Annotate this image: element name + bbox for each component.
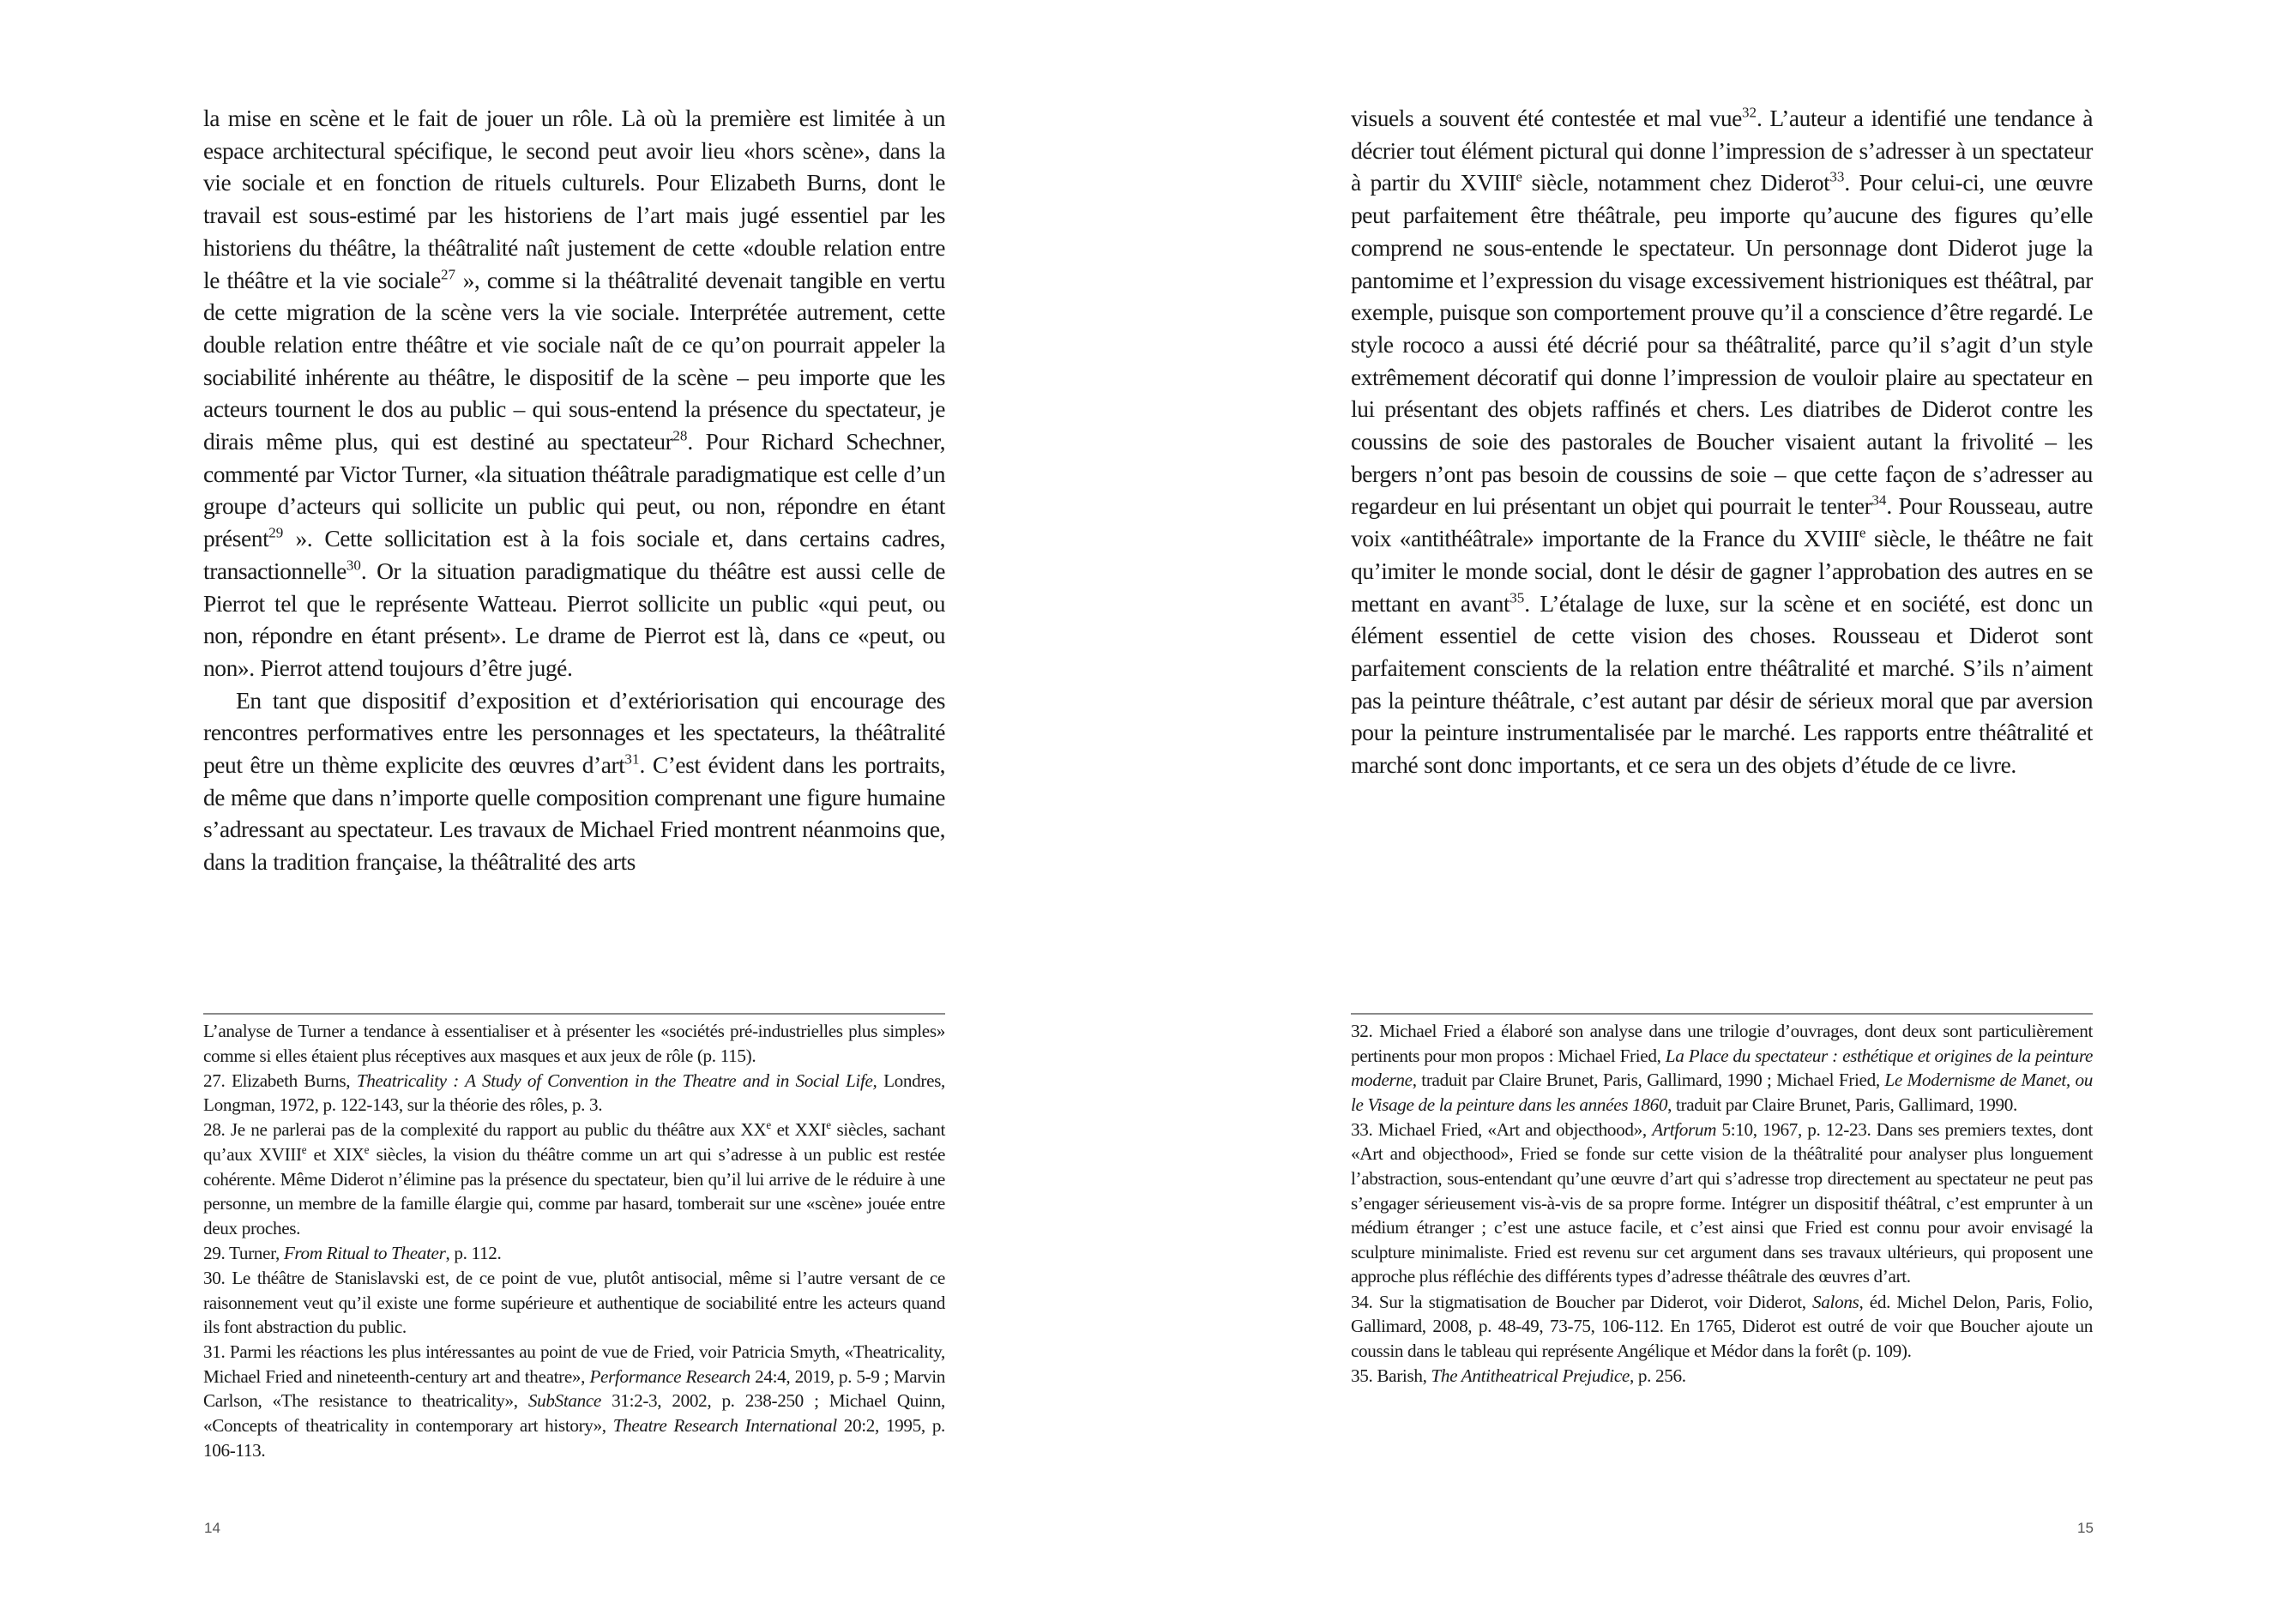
footnote-ref: 28: [672, 427, 688, 444]
footnote: 27. Elizabeth Burns, Theatricality : A Study of Convention in the Theatre and in Social Life, Londres, Longman, 1972, p. 122-143, sur la théorie des rôles, p. 3.: [203, 1070, 945, 1116]
italic-title: La Place du spectateur : esthétique et origines de la peinture moderne: [1351, 1045, 2094, 1091]
footnote: 30. Le théâtre de Stanislavski est, de ce point de vue, plutôt antisocial, même si l’autre versant de ce raisonnement veut qu’il existe une forme supérieure et authentique de sociabilité entre les acteurs quand ils font abstraction du public.: [203, 1267, 945, 1338]
italic-title: Theatricality : A Study of Convention in the Theatre and in Social Life,: [356, 1070, 877, 1091]
footnote-ref: 35: [1510, 588, 1525, 606]
italic-title: The Antitheatrical Prejudice: [1431, 1365, 1630, 1386]
footnote-ref: 34: [1871, 491, 1887, 509]
italic-title: Le Modernisme de Manet, ou le Visage de la peinture dans les années 1860: [1351, 1070, 2093, 1115]
footnote-rule: [1351, 1013, 2093, 1015]
footnotes: [1351, 1019, 2093, 1389]
paragraph: visuels a souvent été contestée et mal vue$^{32}$. L’auteur a identifié une tendance à décrier tout élément pictural qui donne l’impression de s’adresser à un spectateur à partir du XVIIIe siècle, notamment chez Diderot$^{33}$. Pour celui-ci, une œuvre peut parfaitement être théâtrale, peu importe qu’aucune des figures qu’elle comprend ne sous-entende le spectateur. Un personnage dont Diderot juge la pantomime et l’expression du visage excessivement histrioniques est théâtral, par exemple, puisque son comportement prouve qu’il a conscience d’être regardé. Le style rococo a aussi été décrié pour sa théâtralité, parce qu’il s’agit d’un style extrêmement décoratif qui donne l’impression de vouloir plaire au spectateur en lui présentant des objets raffinés et chers. Les diatribes de Diderot contre les coussins de soie des pastorales de Boucher visaient autant la frivolité – les bergers n’ont pas besoin de coussins de soie – que cette façon de s’adresser au regardeur en lui présentant un objet qui pourrait le tenter$^{34}$. Pour Rousseau, autre voix «antithéâtrale» importante de la France du XVIIIe siècle, le théâtre ne fait qu’imiter le monde social, dont le désir de gagner l’approbation des autres en se mettant en avant$^{35}$. L’étalage de luxe, sur la scène et en société, est donc un élément essentiel de cette vision des choses. Rousseau et Diderot sont parfaitement conscients de la relation entre théâtralité et marché. S’ils n’aiment pas la peinture théâtrale, c’est autant par désir de sérieux moral que par aversion pour la peinture instrumentalisée par le marché. Les rapports entre théâtralité et marché sont donc importants, et ce sera un des objets d’étude de ce livre.: [1351, 104, 2094, 779]
right-page: [1148, 0, 2296, 1621]
superscript: e: [301, 1142, 307, 1156]
paragraph: En tant que dispositif d’exposition et d’extériorisation qui encourage des rencontres performatives entre les personnages et les spectateurs, la théâtralité peut être un thème explicite des œuvres d’art$^{31}$. C’est évident dans les portraits, de même que dans n’importe quelle composition comprenant une figure humaine s’adressant au spectateur. Les travaux de Michael Fried montrent néanmoins que, dans la tradition française, la théâtralité des arts: [203, 686, 946, 876]
body-text: [203, 102, 945, 878]
italic-title: SubStance: [527, 1390, 601, 1412]
page-number: 15: [2077, 1520, 2094, 1536]
footnote: 35. Barish, The Antitheatrical Prejudice, p. 256.: [1351, 1365, 1686, 1386]
body-text: [1351, 102, 2093, 781]
superscript: e: [766, 1118, 772, 1132]
footnote-ref: 27: [440, 265, 455, 282]
italic-title: Performance Research: [589, 1365, 750, 1387]
superscript: e: [826, 1118, 832, 1132]
italic-title: Theatre Research International: [612, 1415, 837, 1436]
footnote-ref: 30: [346, 557, 361, 574]
footnote-ref: 31: [624, 750, 640, 768]
footnote-ref: 29: [268, 524, 284, 541]
italic-title: Salons: [1812, 1291, 1859, 1312]
footnote: 34. Sur la stigmatisation de Boucher par Diderot, voir Diderot, Salons, éd. Michel Delon, Paris, Folio, Gallimard, 2008, p. 48-49, 73-75, 106-112. En 1765, Diderot est outré de voir que Boucher ajoute un coussin dans le tableau qui représente Angélique et Médor dans la forêt (p. 109).: [1351, 1291, 2093, 1361]
footnote-rule: [203, 1013, 945, 1015]
footnote: 32. Michael Fried a élaboré son analyse dans une trilogie d’ouvrages, dont deux sont particulièrement pertinents pour mon propos : Michael Fried, La Place du spectateur : esthétique et origines de la peinture moderne, traduit par Claire Brunet, Paris, Gallimard, 1990 ; Michael Fried, Le Modernisme de Manet, ou le Visage de la peinture dans les années 1860, traduit par Claire Brunet, Paris, Gallimard, 1990.: [1351, 1021, 2094, 1115]
italic-title: From Ritual to Theater: [283, 1242, 446, 1263]
footnote: 33. Michael Fried, «Art and objecthood», Artforum 5:10, 1967, p. 12-23. Dans ses premiers textes, dont «Art and objecthood», Fried se fonde sur cette vision de la théâtralité pour analyser plus longuement l’abstraction, sous-entendant qu’une œuvre d’art qui s’adresse trop directement au spectateur ne peut pas s’engager sérieusement vis-à-vis de sa propre forme. Intégrer un dispositif théâtral, c’est emprunter à un médium étranger ; c’est une astuce facile, et c’est ainsi que Fried est connu pour avoir envisagé la sculpture minimaliste. Fried est revenu sur cet argument dans ses travaux ultérieurs, qui proposent une approche plus réfléchie des différents types d’adresse théâtrale des œuvres d’art.: [1351, 1118, 2093, 1287]
italic-title: Artforum: [1652, 1118, 1717, 1140]
page-number: 14: [204, 1520, 220, 1536]
footnote: 31. Parmi les réactions les plus intéressantes au point de vue de Fried, voir Patricia Smyth, «Theatricality, Michael Fried and nineteenth-century art and theatre», Performance Research 24:4, 2019, p. 5-9 ; Marvin Carlson, «The resistance to theatricality», SubStance 31:2-3, 2002, p. 238-250 ; Michael Quinn, «Concepts of theatricality in contemporary art history», Theatre Research International 20:2, 1995, p. 106-113.: [203, 1341, 946, 1461]
footnote: 28. Je ne parlerai pas de la complexité du rapport au public du théâtre aux XXe et XXIe siècles, sachant qu’aux XVIIIe et XIXe siècles, la vision du théâtre comme un art qui s’adresse à un public est restée cohérente. Même Diderot n’élimine pas la présence du spectateur, bien qu’il lui arrive de le réduire à une personne, un membre de la famille élargie qui, comme par hasard, tomberait sur une «scène» jouée entre deux proches.: [203, 1118, 946, 1238]
superscript: e: [1516, 168, 1522, 185]
paragraph: la mise en scène et le fait de jouer un rôle. Là où la première est limitée à un espace architectural spécifique, le second peut avoir lieu «hors scène», dans la vie sociale et en fonction de rituels culturels. Pour Elizabeth Burns, dont le travail est sous-estimé par les historiens de l’art mais jugé essentiel par les historiens du théâtre, la théâtralité naît justement de cette «double relation entre le théâtre et la vie sociale$^{27}$ », comme si la théâtralité devenait tangible en vertu de cette migration de la scène vers la vie sociale. Interprétée autrement, cette double relation entre théâtre et vie sociale naît de ce qu’on pourrait appeler la sociabilité inhérente au théâtre, le dispositif de la scène – peu importe que les acteurs tournent le dos au public – qui sous-entend la présence du spectateur, je dirais même plus, qui est destiné au spectateur$^{28}$. Pour Richard Schechner, commenté par Victor Turner, «la situation théâtrale paradigmatique est celle d’un groupe d’acteurs qui sollicite un public qui peut, ou non, répondre en étant présent$^{29}$ ». Cette sollicitation est à la fois sociale et, dans certains cadres, transactionnelle$^{30}$. Or la situation paradigmatique du théâtre est aussi celle de Pierrot tel que le représente Watteau. Pierrot sollicite un public «qui peut, ou non, répondre en étant présent». Le drame de Pierrot est là, dans ce «peut, ou non». Pierrot attend toujours d’être jugé.: [203, 105, 946, 681]
superscript: e: [364, 1142, 370, 1156]
footnotes: [203, 1019, 945, 1463]
footnote: 29. Turner, From Ritual to Theater, p. 112.: [203, 1242, 502, 1263]
footnote-ref: 32: [1741, 104, 1757, 121]
footnote: L’analyse de Turner a tendance à essentialiser et à présenter les «sociétés pré-industrielles plus simples» comme si elles étaient plus réceptives aux masques et aux jeux de rôle (p. 115).: [203, 1021, 945, 1066]
footnote-ref: 33: [1829, 168, 1845, 185]
superscript: e: [1859, 524, 1866, 541]
